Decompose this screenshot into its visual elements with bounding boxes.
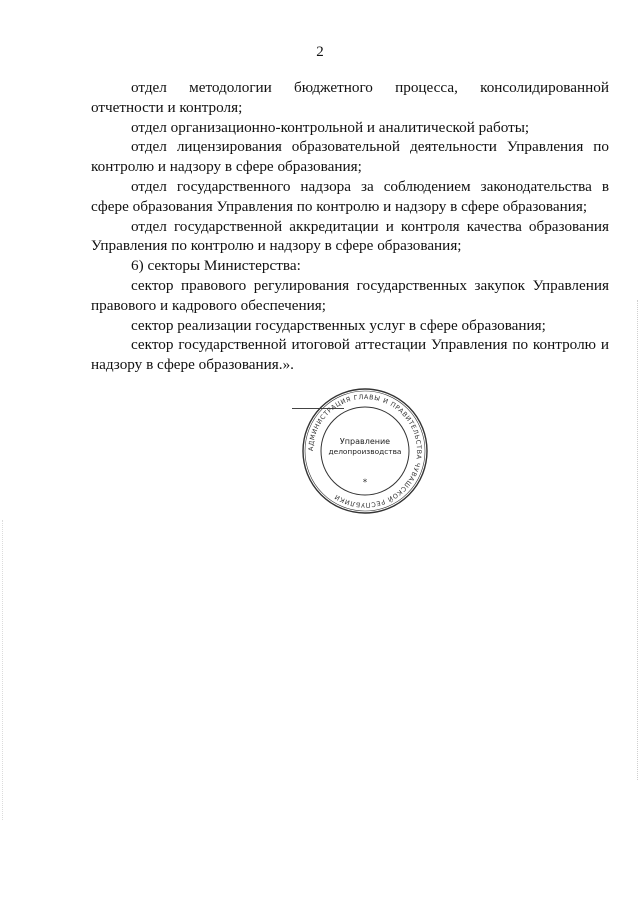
paragraph-2: отдел организационно-контрольной и аналитической работы; bbox=[131, 118, 530, 136]
paragraph-6: 6) секторы Министерства: bbox=[131, 257, 301, 275]
scan-edge-marks-left bbox=[2, 520, 5, 820]
paragraph-7: сектор правового регулирования государственных закупок Управления правового и кадрового обеспечения; bbox=[91, 276, 609, 314]
paragraph-4: отдел государственного надзора за соблюдением законодательства в сфере образования Управления по контролю и надзору в сфере образования; bbox=[91, 177, 609, 215]
official-stamp bbox=[300, 386, 430, 516]
scan-edge-marks-right bbox=[635, 300, 638, 780]
stamp-center-line-2: делопроизводства bbox=[328, 447, 402, 456]
paragraph-3: отдел лицензирования образовательной деятельности Управления по контролю и надзору в сфере образования; bbox=[91, 138, 609, 176]
page-number: 2 bbox=[316, 44, 324, 60]
stamp-center-line-1: Управление bbox=[339, 437, 391, 446]
paragraph-1: отдел методологии бюджетного процесса, консолидированной отчетности и контроля; bbox=[91, 79, 609, 116]
stamp-star-icon: * bbox=[362, 478, 368, 488]
paragraph-5: отдел государственной аккредитации и контроля качества образования Управления по контролю и надзору в сфере образования; bbox=[91, 217, 609, 255]
stamp-ring-text: АДМИНИСТРАЦИЯ ГЛАВЫ И ПРАВИТЕЛЬСТВА ЧУВАШСКОЙ РЕСПУБЛИКИ bbox=[306, 392, 424, 510]
paragraph-9: сектор государственной итоговой аттестации Управления по контролю и надзору в сфере образования.». bbox=[91, 336, 609, 374]
paragraph-8: сектор реализации государственных услуг в сфере образования; bbox=[131, 316, 546, 334]
document-body bbox=[91, 78, 609, 375]
